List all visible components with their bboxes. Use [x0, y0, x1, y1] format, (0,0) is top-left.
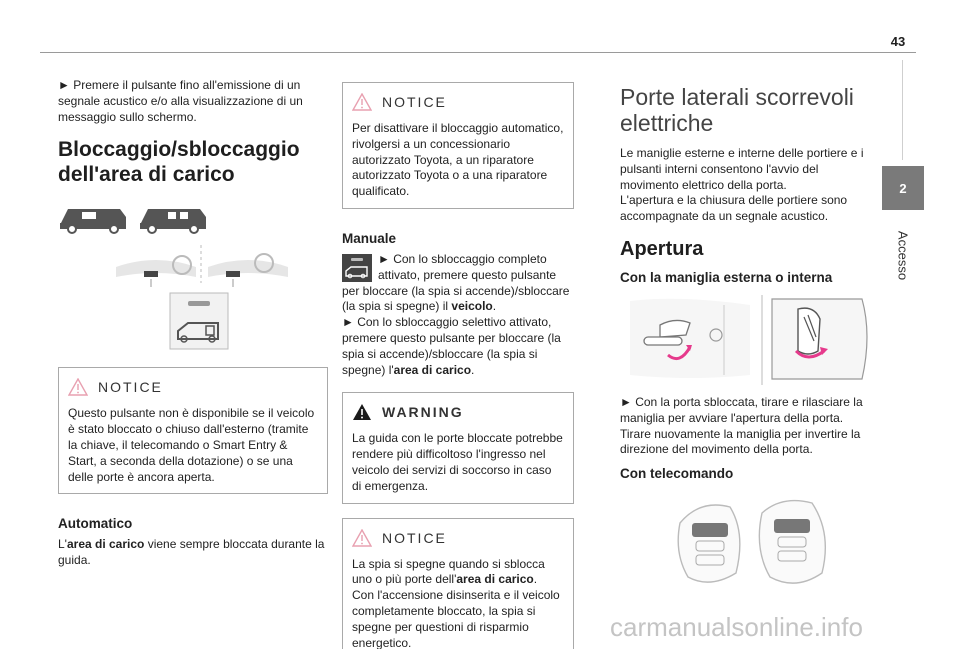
warning-box [342, 392, 574, 503]
key-fob-icon-right [759, 501, 825, 584]
notice-box-3 [342, 518, 574, 649]
intro-paragraph: ► Premere il pulsante fino all'emissione di un segnale acustico e/o alla visualizzazione di un messaggio sullo schermo. [58, 78, 303, 124]
cargo-lock-button-icon [170, 293, 228, 349]
notice-text-2: Con l'accensione disinserita e il veicolo completamente bloccato, la spia si spegne per questioni di risparmio energetico. [352, 588, 560, 649]
dashboard-right [208, 254, 288, 287]
auto-title: Automatico [58, 516, 133, 532]
remote-title: Con telecomando [620, 466, 734, 482]
auto-text: L'area di carico viene sempre bloccata durante la guida. [58, 537, 325, 568]
notice-title: NOTICE [382, 529, 447, 546]
sliding-doors-intro-1: Le maniglie esterne e interne delle portiere e i pulsanti interni consentono l'avvio del movimento elettrico della porta. [620, 146, 864, 192]
column-2 [342, 82, 574, 649]
notice-text: La spia si spegne quando si sblocca uno o più porte dell'area di carico. [352, 556, 545, 587]
notice-box-2 [342, 82, 574, 209]
interior-handle-icon [772, 299, 867, 379]
manual-title: Manuale [342, 230, 397, 246]
page-number: 43 [890, 34, 906, 49]
manual-paragraph-2: ► Con lo sbloccaggio selettivo attivato, premere questo pulsante per bloccare (la spia si accende)/sbloccare (la spia si spegne) l'area di carico. [342, 315, 561, 377]
handle-title: Con la maniglia esterna o interna [620, 269, 833, 285]
watermark: carmanualsonline.info [610, 612, 863, 642]
warning-icon [352, 403, 372, 421]
van-icon-right [140, 209, 206, 233]
manual-paragraph-1: ► Con lo sbloccaggio completo attivato, premere questo pulsante per bloccare (la spia si accende)/sbloccare (la spia si spegne) il veicolo. [342, 251, 570, 314]
column-1 [58, 78, 328, 569]
notice-text: Per disattivare il bloccaggio automatico, rivolgersi a un concessionario autorizzato Toyota, a un riparatore autorizzato Toyota o a una riparatore qualificato. [352, 121, 564, 199]
key-fob-icon-left [678, 505, 740, 582]
warning-title: WARNING [382, 404, 464, 421]
notice-box-1 [58, 367, 328, 494]
sliding-doors-intro-2: L'apertura e la chiusura delle portiere sono accompagnate da un segnale acustico. [620, 193, 848, 224]
notice-warning-icon [352, 529, 372, 547]
notice-text: Questo pulsante non è disponibile se il veicolo è stato bloccato o chiuso dall'esterno (tramite la chiave, il telecomando o Smart Entry & Start, a seconda della dotazione) o se una delle porte è ancora aperta. [68, 406, 315, 484]
handle-text: ► Con la porta sbloccata, tirare e rilasciare la maniglia per avviare l'apertura della porta. Tirare nuovamente la maniglia per invertire la direzione del movimento della porta. [620, 394, 863, 457]
dashboard-left [116, 256, 196, 287]
warning-text: La guida con le porte bloccate potrebbe rendere più difficoltoso l'ingresso nel veicolo dei servizi di soccorso in caso di emergenza. [352, 431, 563, 493]
cargo-lock-button-small-icon [342, 254, 372, 282]
exterior-handle-icon [630, 299, 750, 378]
door-handle-illustration [620, 295, 876, 385]
header-divider [40, 52, 916, 53]
side-divider [902, 60, 903, 160]
remote-key-illustration [670, 493, 876, 593]
notice-title: NOTICE [382, 94, 447, 110]
notice-title: NOTICE [98, 379, 163, 396]
manual-section [342, 252, 574, 378]
sliding-doors-title: Porte laterali scorrevoli elettriche [620, 84, 854, 136]
chapter-number: 2 [899, 180, 907, 196]
van-icon-left [60, 209, 126, 233]
chapter-tab[interactable] [882, 166, 924, 210]
notice-warning-icon [68, 378, 88, 396]
column-3 [620, 84, 876, 593]
chapter-label: Accesso [895, 230, 911, 281]
notice-warning-icon [352, 93, 372, 111]
opening-title: Apertura [620, 237, 704, 260]
section-title-cargo: Bloccaggio/sbloccaggio dell'area di carico [58, 138, 300, 187]
van-illustration [58, 201, 328, 351]
